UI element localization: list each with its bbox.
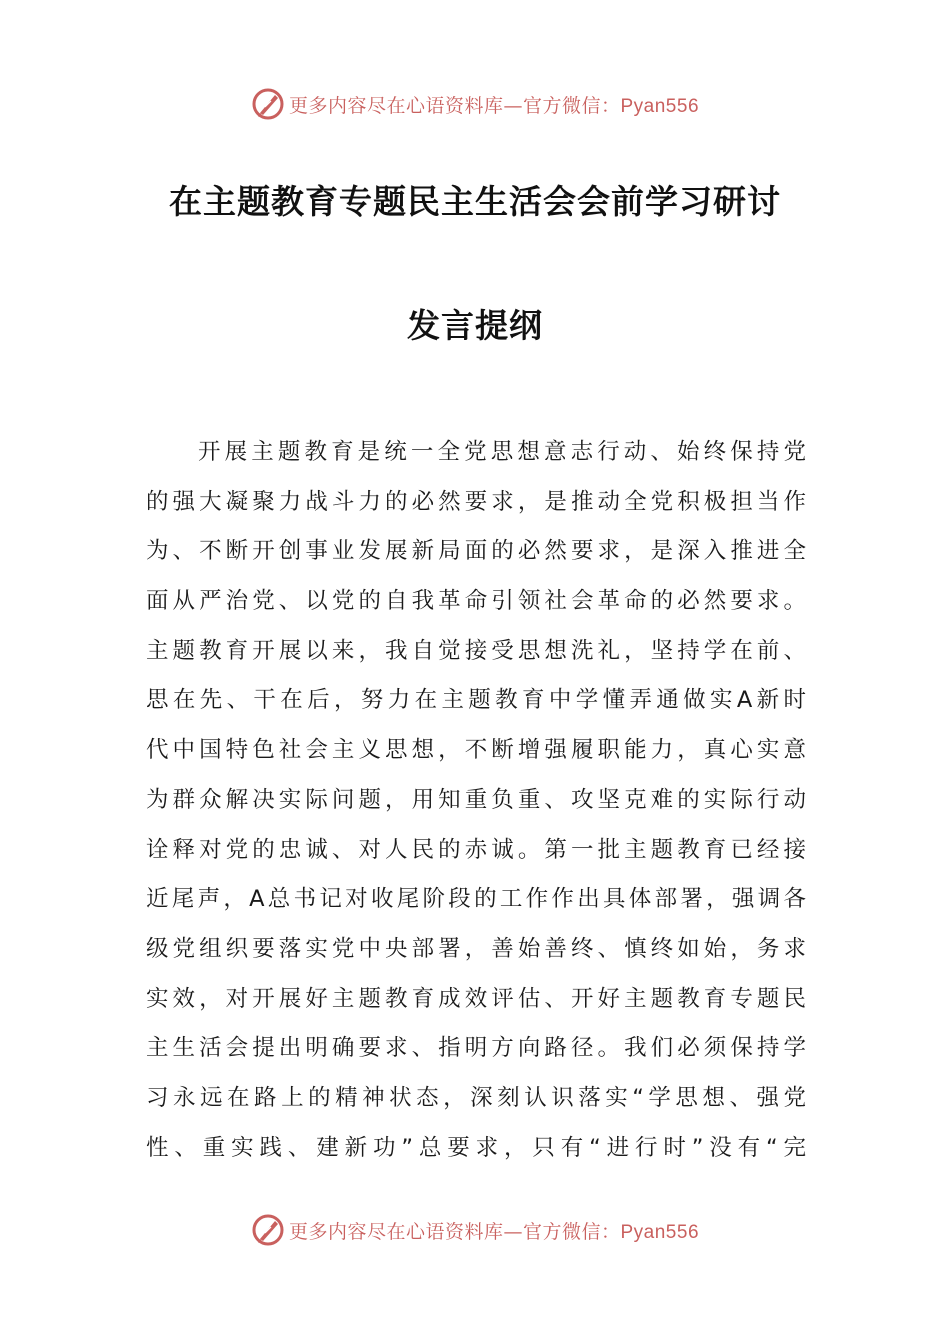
header-brand-text: 更多内容尽在心语资料库 [288, 94, 504, 117]
header-banner-text [289, 91, 699, 118]
body-line: 代中国特色社会主义思想，不断增强履职能力，真心实意 [146, 737, 806, 764]
body-line: 实效，对开展好主题教育成效评估、开好主题教育专题民 [146, 985, 806, 1012]
body-line: 诠释对党的忠诚、对人民的赤诚。第一批主题教育已经接 [146, 836, 806, 863]
header-wechat-label: 官方微信： [522, 94, 621, 117]
quill-logo-icon [251, 1213, 285, 1247]
footer-separator: — [503, 1220, 523, 1243]
footer-banner-text [289, 1217, 699, 1244]
body-line: 主生活会提出明确要求、指明方向路径。我们必须保持学 [146, 1035, 806, 1062]
document-title-line2: 发言提纲 [407, 306, 543, 345]
footer-account: Pyan556 [620, 1221, 700, 1243]
document-body [146, 428, 806, 1173]
header-banner [0, 84, 950, 124]
header-account: Pyan556 [620, 95, 700, 117]
body-line: 的强大凝聚力战斗力的必然要求，是推动全党积极担当作 [146, 488, 806, 515]
document-title-line1: 在主题教育专题民主生活会会前学习研讨 [169, 182, 781, 221]
body-line: 为群众解决实际问题，用知重负重、攻坚克难的实际行动 [146, 786, 806, 813]
footer-brand-text: 更多内容尽在心语资料库 [288, 1220, 504, 1243]
body-line: 级党组织要落实党中央部署，善始善终、慎终如始，务求 [146, 935, 806, 962]
body-line: 为、不断开创事业发展新局面的必然要求，是深入推进全 [146, 538, 806, 565]
footer-banner [0, 1210, 950, 1250]
body-line: 开展主题教育是统一全党思想意志行动、始终保持党 [198, 439, 806, 465]
body-line: 思在先、干在后，努力在主题教育中学懂弄通做实A新时 [146, 687, 806, 714]
body-line: 近尾声，A总书记对收尾阶段的工作作出具体部署，强调各 [146, 886, 806, 913]
footer-wechat-label: 官方微信： [522, 1220, 621, 1243]
header-separator: — [503, 94, 523, 117]
body-line: 主题教育开展以来，我自觉接受思想洗礼，坚持学在前、 [146, 637, 806, 664]
body-line: 习永远在路上的精神状态，深刻认识落实“学思想、强党 [146, 1084, 806, 1111]
quill-logo-icon [251, 87, 285, 121]
body-line: 面从严治党、以党的自我革命引领社会革命的必然要求。 [146, 588, 806, 615]
body-line: 性、重实践、建新功”总要求，只有“进行时”没有“完 [146, 1134, 806, 1161]
